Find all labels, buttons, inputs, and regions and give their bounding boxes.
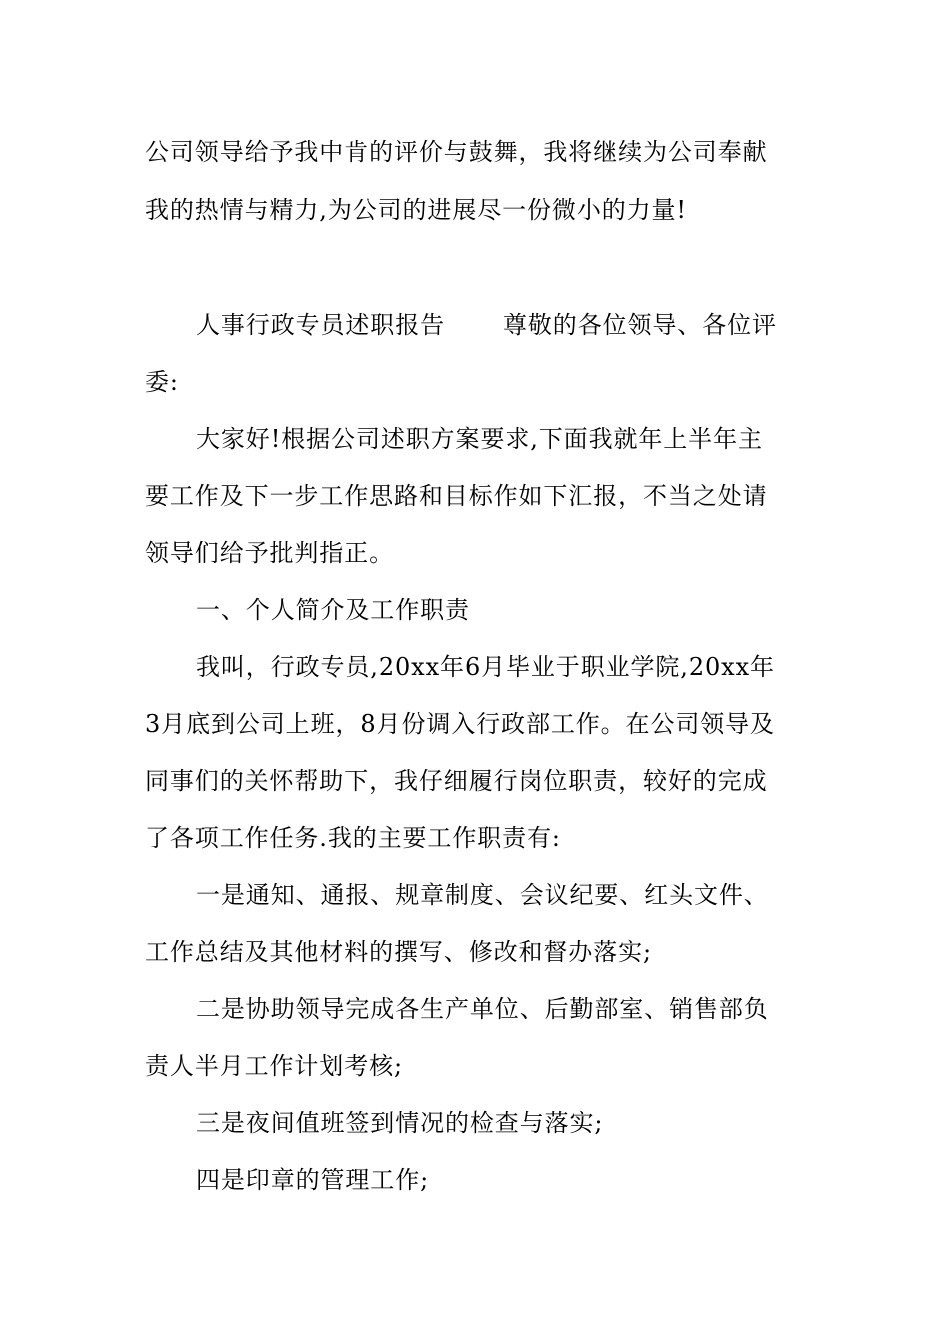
intro-line-1: 大家好!根据公司述职方案要求,下面我就年上半年主 (196, 425, 763, 453)
intro-line-2: 要工作及下一步工作思路和目标作如下汇报，不当之处请 (145, 482, 768, 510)
title-salutation-line (196, 310, 777, 340)
bio-line-4: 了各项工作任务.我的主要工作职责有: (145, 824, 561, 852)
duty-2-line-2: 责人半月工作计划考核; (145, 1052, 403, 1080)
duty-2-line-1: 二是协助领导完成各生产单位、后勤部室、销售部负 (196, 995, 769, 1023)
bio-line-3: 同事们的关怀帮助下，我仔细履行岗位职责，较好的完成 (145, 767, 768, 795)
duty-1-line-2: 工作总结及其他材料的撰写、修改和督办落实; (145, 938, 652, 966)
closing-line-2: 我的热情与精力,为公司的进展尽一份微小的力量! (145, 196, 687, 224)
salutation-part2: 委: (145, 368, 179, 396)
duty-4: 四是印章的管理工作; (196, 1166, 430, 1194)
report-title: 人事行政专员述职报告 (196, 311, 445, 339)
duty-3: 三是夜间值班签到情况的检查与落实; (196, 1109, 604, 1137)
intro-line-3: 领导们给予批判指正。 (145, 539, 394, 567)
bio-line-2: 3月底到公司上班，8月份调入行政部工作。在公司领导及 (145, 710, 775, 738)
duty-1-line-1: 一是通知、通报、规章制度、会议纪要、红头文件、 (196, 881, 769, 909)
section-1-heading: 一、个人简介及工作职责 (196, 596, 470, 624)
bio-line-1: 我叫，行政专员,20xx年6月毕业于职业学院,20xx年 (196, 653, 775, 681)
closing-line-1: 公司领导给予我中肯的评价与鼓舞，我将继续为公司奉献 (145, 138, 768, 166)
salutation-part1: 尊敬的各位领导、各位评 (503, 311, 777, 339)
